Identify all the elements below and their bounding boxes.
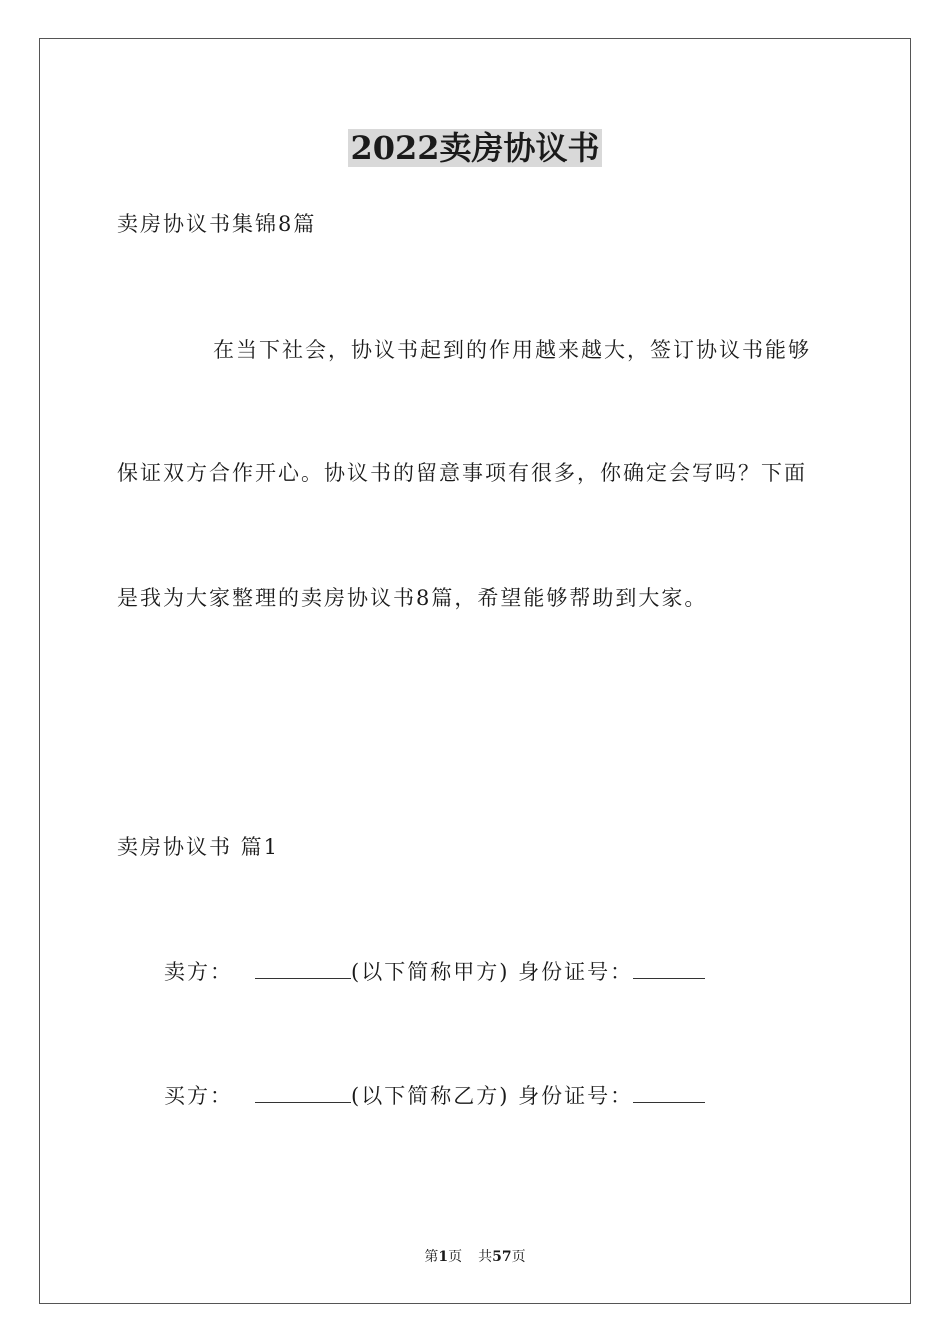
buyer-alias: (以下简称乙方) bbox=[351, 1084, 510, 1108]
intro-line-3: 是我为大家整理的卖房协议书8篇，希望能够帮助到大家。 bbox=[117, 586, 708, 610]
seller-id-label: 身份证号： bbox=[518, 960, 634, 984]
footer-total-suffix: 页 bbox=[511, 1249, 526, 1265]
document-title-text: 2022卖房协议书 bbox=[350, 129, 600, 167]
intro-line-2: 保证双方合作开心。协议书的留意事项有很多，你确定会写吗？下面 bbox=[117, 461, 807, 485]
footer-page-suffix: 页 bbox=[448, 1249, 463, 1265]
buyer-id-label: 身份证号： bbox=[518, 1084, 634, 1108]
buyer-id-blank bbox=[633, 1080, 705, 1103]
seller-line bbox=[164, 956, 705, 987]
buyer-label: 买方： bbox=[164, 1084, 233, 1108]
document-subtitle: 卖房协议书集锦8篇 bbox=[117, 212, 317, 236]
seller-name-blank bbox=[255, 956, 351, 979]
footer-page-prefix: 第 bbox=[424, 1249, 439, 1265]
seller-id-blank bbox=[633, 956, 705, 979]
footer-total-prefix: 共 bbox=[478, 1249, 493, 1265]
seller-label: 卖方： bbox=[164, 960, 233, 984]
section-heading: 卖房协议书 篇1 bbox=[117, 835, 280, 859]
footer-page-current: 1 bbox=[438, 1249, 449, 1265]
document-title bbox=[0, 128, 950, 168]
intro-line-1: 在当下社会，协议书起到的作用越来越大，签订协议书能够 bbox=[213, 338, 811, 362]
seller-alias: (以下简称甲方) bbox=[351, 960, 510, 984]
buyer-name-blank bbox=[255, 1080, 351, 1103]
page-footer bbox=[0, 1247, 950, 1267]
footer-page-total: 57 bbox=[492, 1249, 512, 1265]
buyer-line bbox=[164, 1080, 705, 1111]
